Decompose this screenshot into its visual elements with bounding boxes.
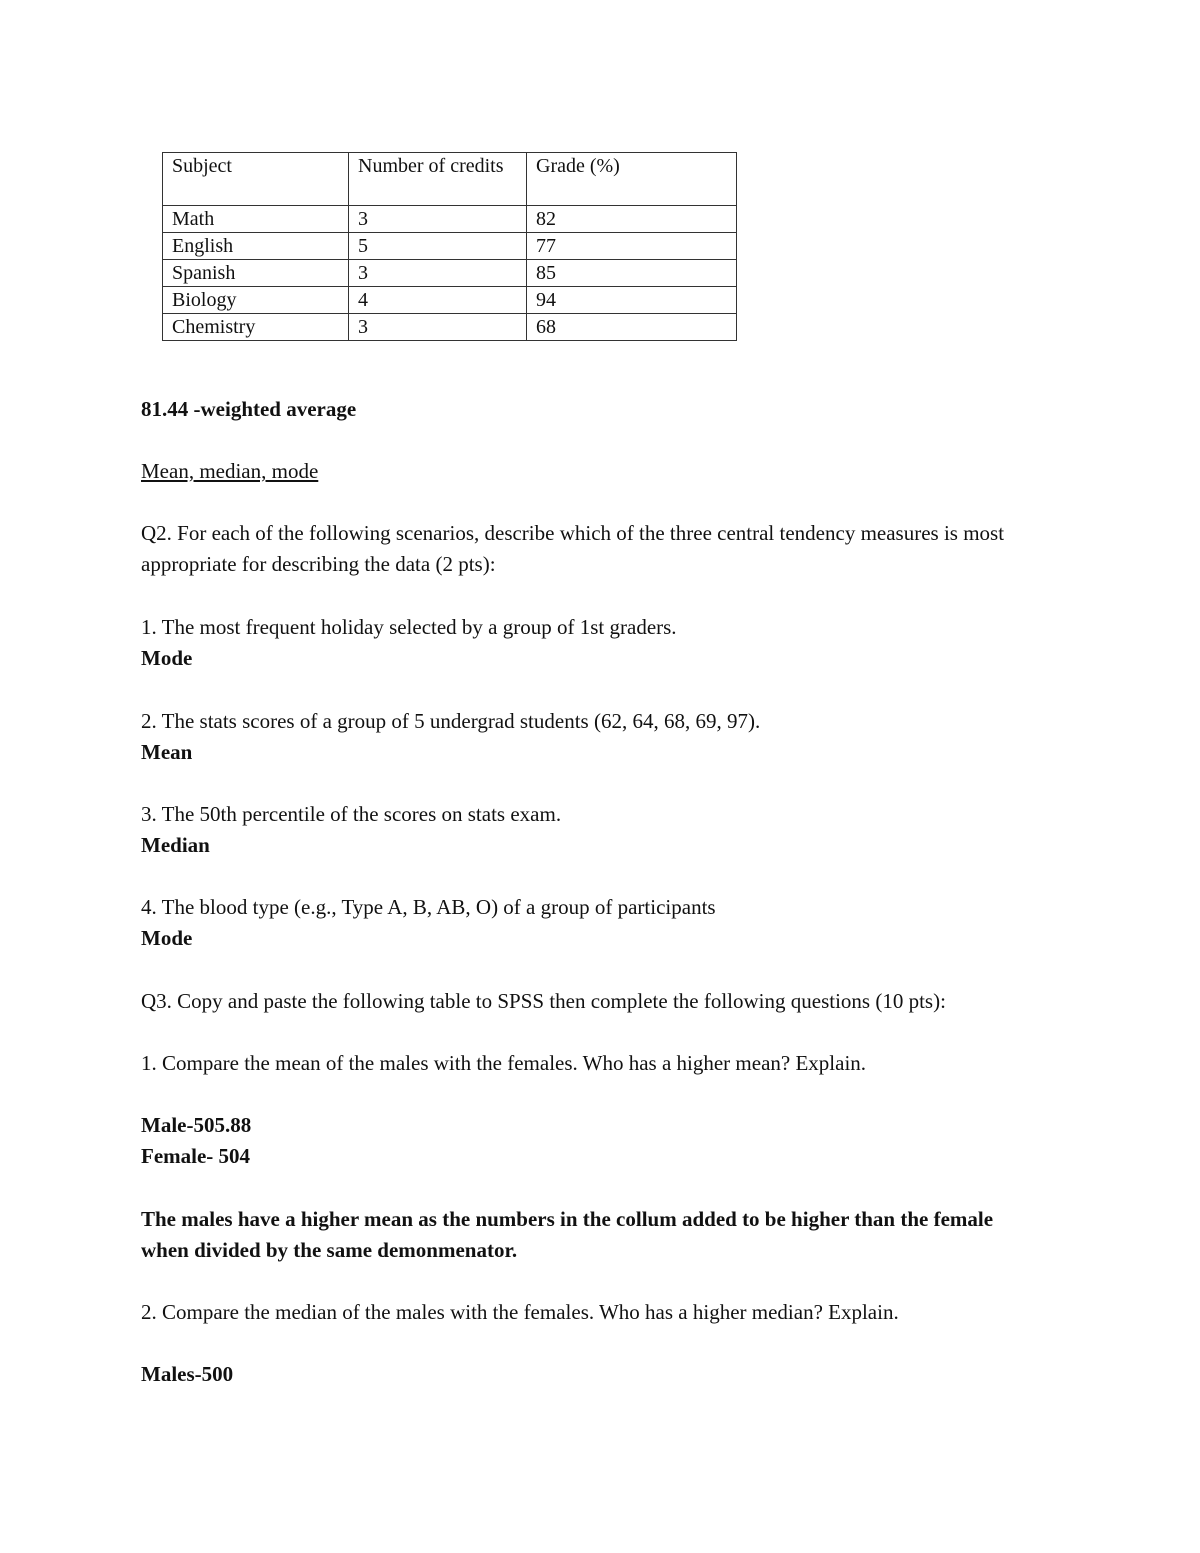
table-row bbox=[163, 314, 737, 341]
q3-item-2-question: 2. Compare the median of the males with the females. Who has a higher median? Explain. bbox=[141, 1300, 899, 1324]
q2-item-4-answer: Mode bbox=[141, 926, 193, 950]
q3-item-1-question: 1. Compare the mean of the males with the females. Who has a higher mean? Explain. bbox=[141, 1051, 867, 1075]
section-heading: Mean, median, mode bbox=[141, 459, 319, 483]
cell-grade: 68 bbox=[527, 314, 737, 341]
table-row bbox=[163, 260, 737, 287]
header-subject: Subject bbox=[163, 153, 349, 206]
cell-grade: 82 bbox=[527, 206, 737, 233]
q2-item-1-question: 1. The most frequent holiday selected by a group of 1st graders. bbox=[141, 615, 677, 639]
table-row bbox=[163, 206, 737, 233]
cell-credits: 3 bbox=[349, 260, 527, 287]
cell-grade: 94 bbox=[527, 287, 737, 314]
cell-subject: Spanish bbox=[163, 260, 349, 287]
cell-credits: 5 bbox=[349, 233, 527, 260]
cell-subject: Chemistry bbox=[163, 314, 349, 341]
cell-subject: Biology bbox=[163, 287, 349, 314]
q3-item-2-male-answer: Males-500 bbox=[141, 1362, 234, 1386]
header-grade: Grade (%) bbox=[527, 153, 737, 206]
cell-credits: 4 bbox=[349, 287, 527, 314]
q2-item-4-question: 4. The blood type (e.g., Type A, B, AB, O) of a group of participants bbox=[141, 895, 716, 919]
q2-prompt: Q2. For each of the following scenarios, describe which of the three central tendency measures is most appropriate for describing the data (2 pts): bbox=[141, 521, 1005, 576]
table-row bbox=[163, 287, 737, 314]
q3-prompt: Q3. Copy and paste the following table to SPSS then complete the following questions (10 pts): bbox=[141, 989, 946, 1013]
header-credits: Number of credits bbox=[349, 153, 527, 206]
q3-item-1-female-answer: Female- 504 bbox=[141, 1144, 251, 1168]
grades-table bbox=[162, 152, 737, 341]
cell-grade: 77 bbox=[527, 233, 737, 260]
cell-subject: Math bbox=[163, 206, 349, 233]
cell-grade: 85 bbox=[527, 260, 737, 287]
cell-credits: 3 bbox=[349, 314, 527, 341]
q2-item-2-answer: Mean bbox=[141, 740, 193, 764]
q2-item-3-answer: Median bbox=[141, 833, 210, 857]
cell-subject: English bbox=[163, 233, 349, 260]
q3-item-1-explanation: The males have a higher mean as the numbers in the collum added to be higher than the female when divided by the same demonmenator. bbox=[141, 1207, 994, 1262]
q2-item-1-answer: Mode bbox=[141, 646, 193, 670]
q2-item-2-question: 2. The stats scores of a group of 5 undergrad students (62, 64, 68, 69, 97). bbox=[141, 709, 761, 733]
q3-item-1-male-answer: Male-505.88 bbox=[141, 1113, 252, 1137]
weighted-average-answer: 81.44 -weighted average bbox=[141, 397, 357, 421]
q2-item-3-question: 3. The 50th percentile of the scores on stats exam. bbox=[141, 802, 562, 826]
cell-credits: 3 bbox=[349, 206, 527, 233]
table-row bbox=[163, 233, 737, 260]
table-header-row bbox=[163, 153, 737, 206]
